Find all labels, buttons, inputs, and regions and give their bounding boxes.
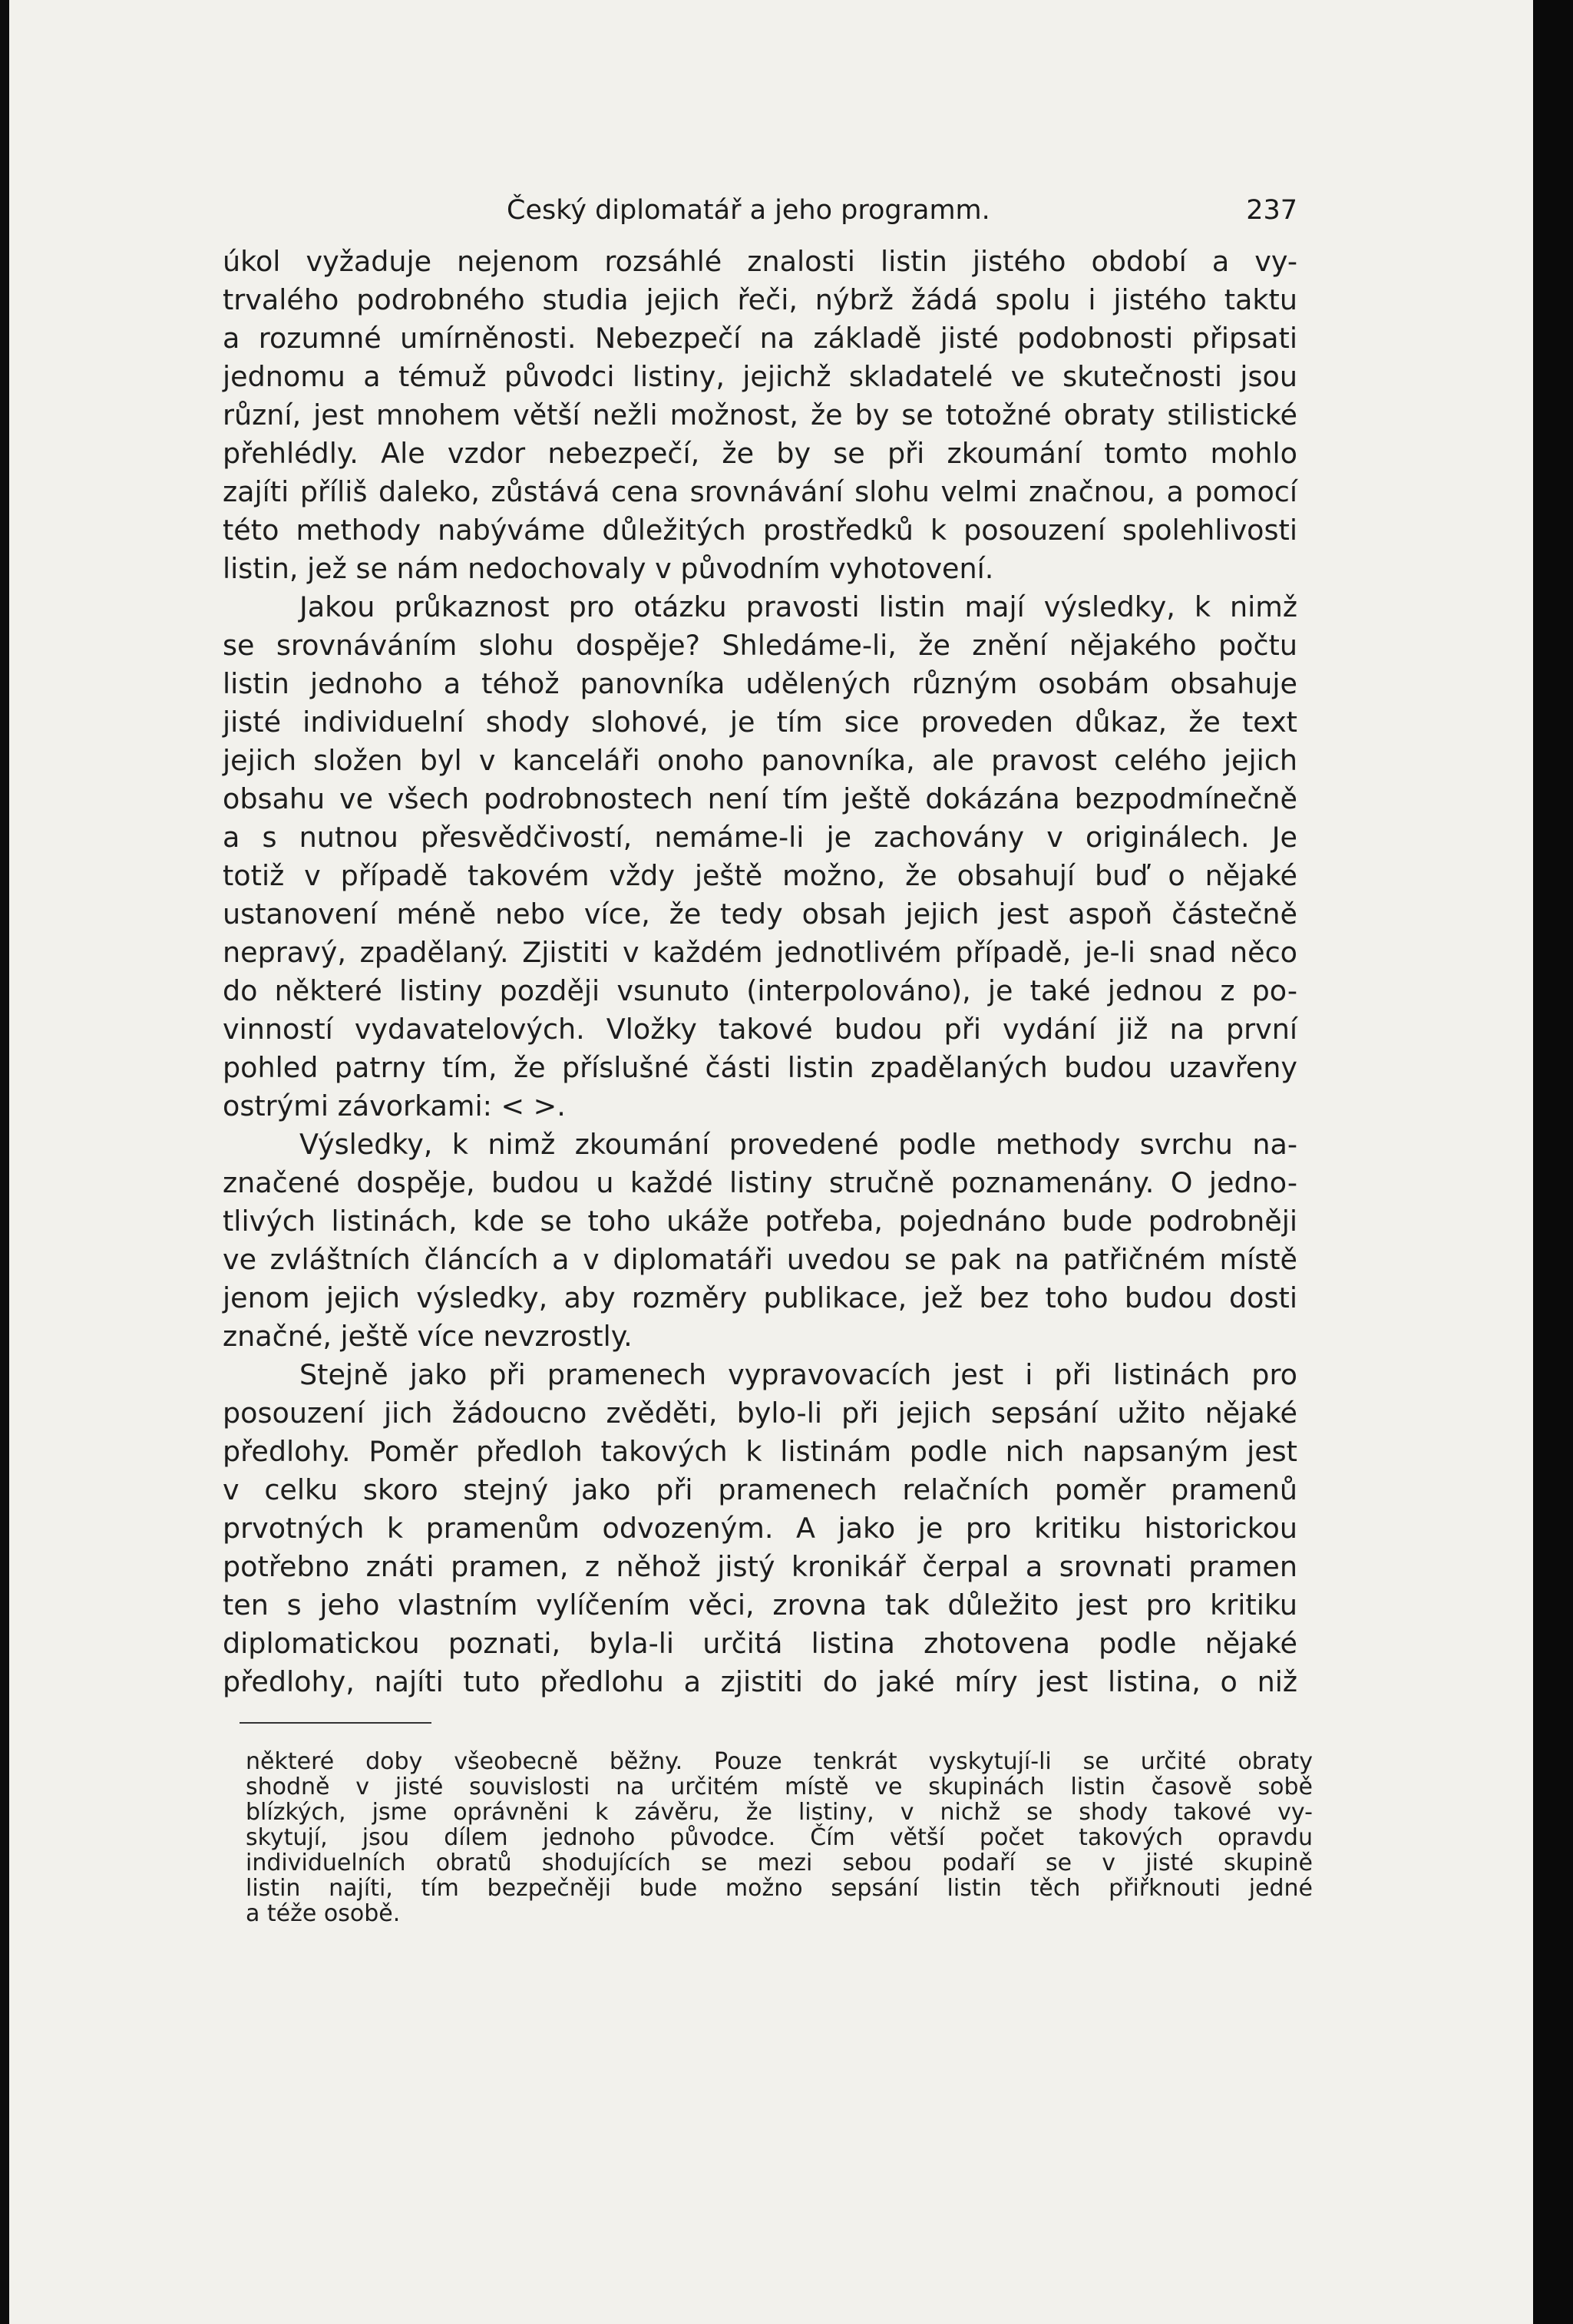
- text-line: předlohy, najíti tuto předlohu a zjistiti do jaké míry jest listina, o niž: [223, 1665, 1297, 1698]
- text-line: značné, ještě více nevzrostly.: [223, 1320, 633, 1353]
- text-line: se srovnáváním slohu dospěje? Shledáme-li, že znění nějakého počtu: [223, 629, 1297, 662]
- text-line: zajíti příliš daleko, zůstává cena srovnávání slohu velmi značnou, a pomocí: [223, 475, 1297, 508]
- text-line: ostrými závorkami: < >.: [223, 1089, 566, 1122]
- text-line: Výsledky, k nimž zkoumání provedené podle methody svrchu na-: [299, 1128, 1297, 1161]
- text-line: a rozumné umírněnosti. Nebezpečí na základě jisté podobnosti připsati: [223, 322, 1297, 355]
- footnote-line: některé doby všeobecně běžny. Pouze tenkrát vyskytují-li se určité obraty: [246, 1748, 1313, 1775]
- text-line: diplomatickou poznati, byla-li určitá listina zhotovena podle nějaké: [223, 1627, 1297, 1660]
- text-line: ve zvláštních článcích a v diplomatáři uvedou se pak na patřičném místě: [223, 1243, 1297, 1276]
- text-line: listin, jež se nám nedochovaly v původním vyhotovení.: [223, 552, 994, 585]
- text-line: předlohy. Poměr předloh takových k listinám podle nich napsaným jest: [223, 1435, 1297, 1468]
- footnote-line: shodně v jisté souvislosti na určitém místě ve skupinách listin časově sobě: [246, 1774, 1313, 1800]
- footnote-line: a téže osobě.: [246, 1900, 401, 1927]
- running-header: [223, 195, 1297, 233]
- text-line: ustanovení méně nebo více, že tedy obsah jejich jest aspoň částečně: [223, 898, 1297, 931]
- text-line: úkol vyžaduje nejenom rozsáhlé znalosti listin jistého období a vy-: [223, 245, 1297, 278]
- text-line: nepravý, zpadělaný. Zjistiti v každém jednotlivém případě, je-li snad něco: [223, 936, 1297, 969]
- footnote: [246, 1749, 1313, 1926]
- text-line: různí, jest mnohem větší nežli možnost, že by se totožné obraty stilistické: [223, 398, 1297, 431]
- text-line: a s nutnou přesvědčivostí, nemáme-li je zachovány v originálech. Je: [223, 821, 1297, 854]
- footnote-line: listin najíti, tím bezpečněji bude možno sepsání listin těch přiřknouti jedné: [246, 1875, 1313, 1902]
- footnote-line: individuelních obratů shodujících se mezi sebou podaří se v jisté skupině: [246, 1850, 1313, 1876]
- text-line: prvotných k pramenům odvozeným. A jako je pro kritiku historickou: [223, 1512, 1297, 1545]
- text-line: Jakou průkaznost pro otázku pravosti listin mají výsledky, k nimž: [299, 590, 1297, 623]
- text-line: přehlédly. Ale vzdor nebezpečí, že by se při zkoumání tomto mohlo: [223, 437, 1297, 470]
- text-line: posouzení jich žádoucno zvěděti, bylo-li při jejich sepsání užito nějaké: [223, 1397, 1297, 1430]
- running-title: Český diplomatář a jeho programm.: [507, 195, 990, 226]
- text-line: do některé listiny později vsunuto (interpolováno), je také jednou z po-: [223, 974, 1297, 1007]
- text-line: pohled patrny tím, že příslušné části listin zpadělaných budou uzavřeny: [223, 1051, 1297, 1084]
- text-line: jejich složen byl v kanceláři onoho panovníka, ale pravost celého jejich: [223, 744, 1297, 777]
- page-number: 237: [1246, 195, 1297, 226]
- text-line: jisté individuelní shody slohové, je tím sice proveden důkaz, že text: [223, 706, 1297, 739]
- text-line: potřebno znáti pramen, z něhož jistý kronikář čerpal a srovnati pramen: [223, 1550, 1297, 1583]
- footnote-divider: [240, 1722, 431, 1724]
- footnote-line: blízkých, jsme oprávněni k závěru, že listiny, v nichž se shody takové vy-: [246, 1799, 1313, 1826]
- text-line: Stejně jako při pramenech vypravovacích jest i při listinách pro: [299, 1358, 1297, 1391]
- text-line: totiž v případě takovém vždy ještě možno, že obsahují buď o nějaké: [223, 859, 1297, 892]
- text-line: trvalého podrobného studia jejich řeči, nýbrž žádá spolu i jistého taktu: [223, 283, 1297, 316]
- text-line: obsahu ve všech podrobnostech není tím ještě dokázána bezpodmínečně: [223, 782, 1297, 815]
- text-line: vinností vydavatelových. Vložky takové budou při vydání již na první: [223, 1013, 1297, 1046]
- text-line: této methody nabýváme důležitých prostředků k posouzení spolehlivosti: [223, 514, 1297, 547]
- text-line: ten s jeho vlastním vylíčením věci, zrovna tak důležito jest pro kritiku: [223, 1588, 1297, 1622]
- text-line: značené dospěje, budou u každé listiny stručně poznamenány. O jedno-: [223, 1166, 1297, 1199]
- main-text: [223, 243, 1297, 1701]
- text-line: jednomu a témuž původci listiny, jejichž skladatelé ve skutečnosti jsou: [223, 360, 1297, 393]
- text-line: jenom jejich výsledky, aby rozměry publikace, jež bez toho budou dosti: [223, 1281, 1297, 1314]
- text-line: tlivých listinách, kde se toho ukáže potřeba, pojednáno bude podrobněji: [223, 1205, 1297, 1238]
- text-line: listin jednoho a téhož panovníka udělených různým osobám obsahuje: [223, 667, 1297, 700]
- footnote-line: skytují, jsou dílem jednoho původce. Čím větší počet takových opravdu: [246, 1824, 1313, 1851]
- text-line: v celku skoro stejný jako při pramenech relačních poměr pramenů: [223, 1473, 1297, 1506]
